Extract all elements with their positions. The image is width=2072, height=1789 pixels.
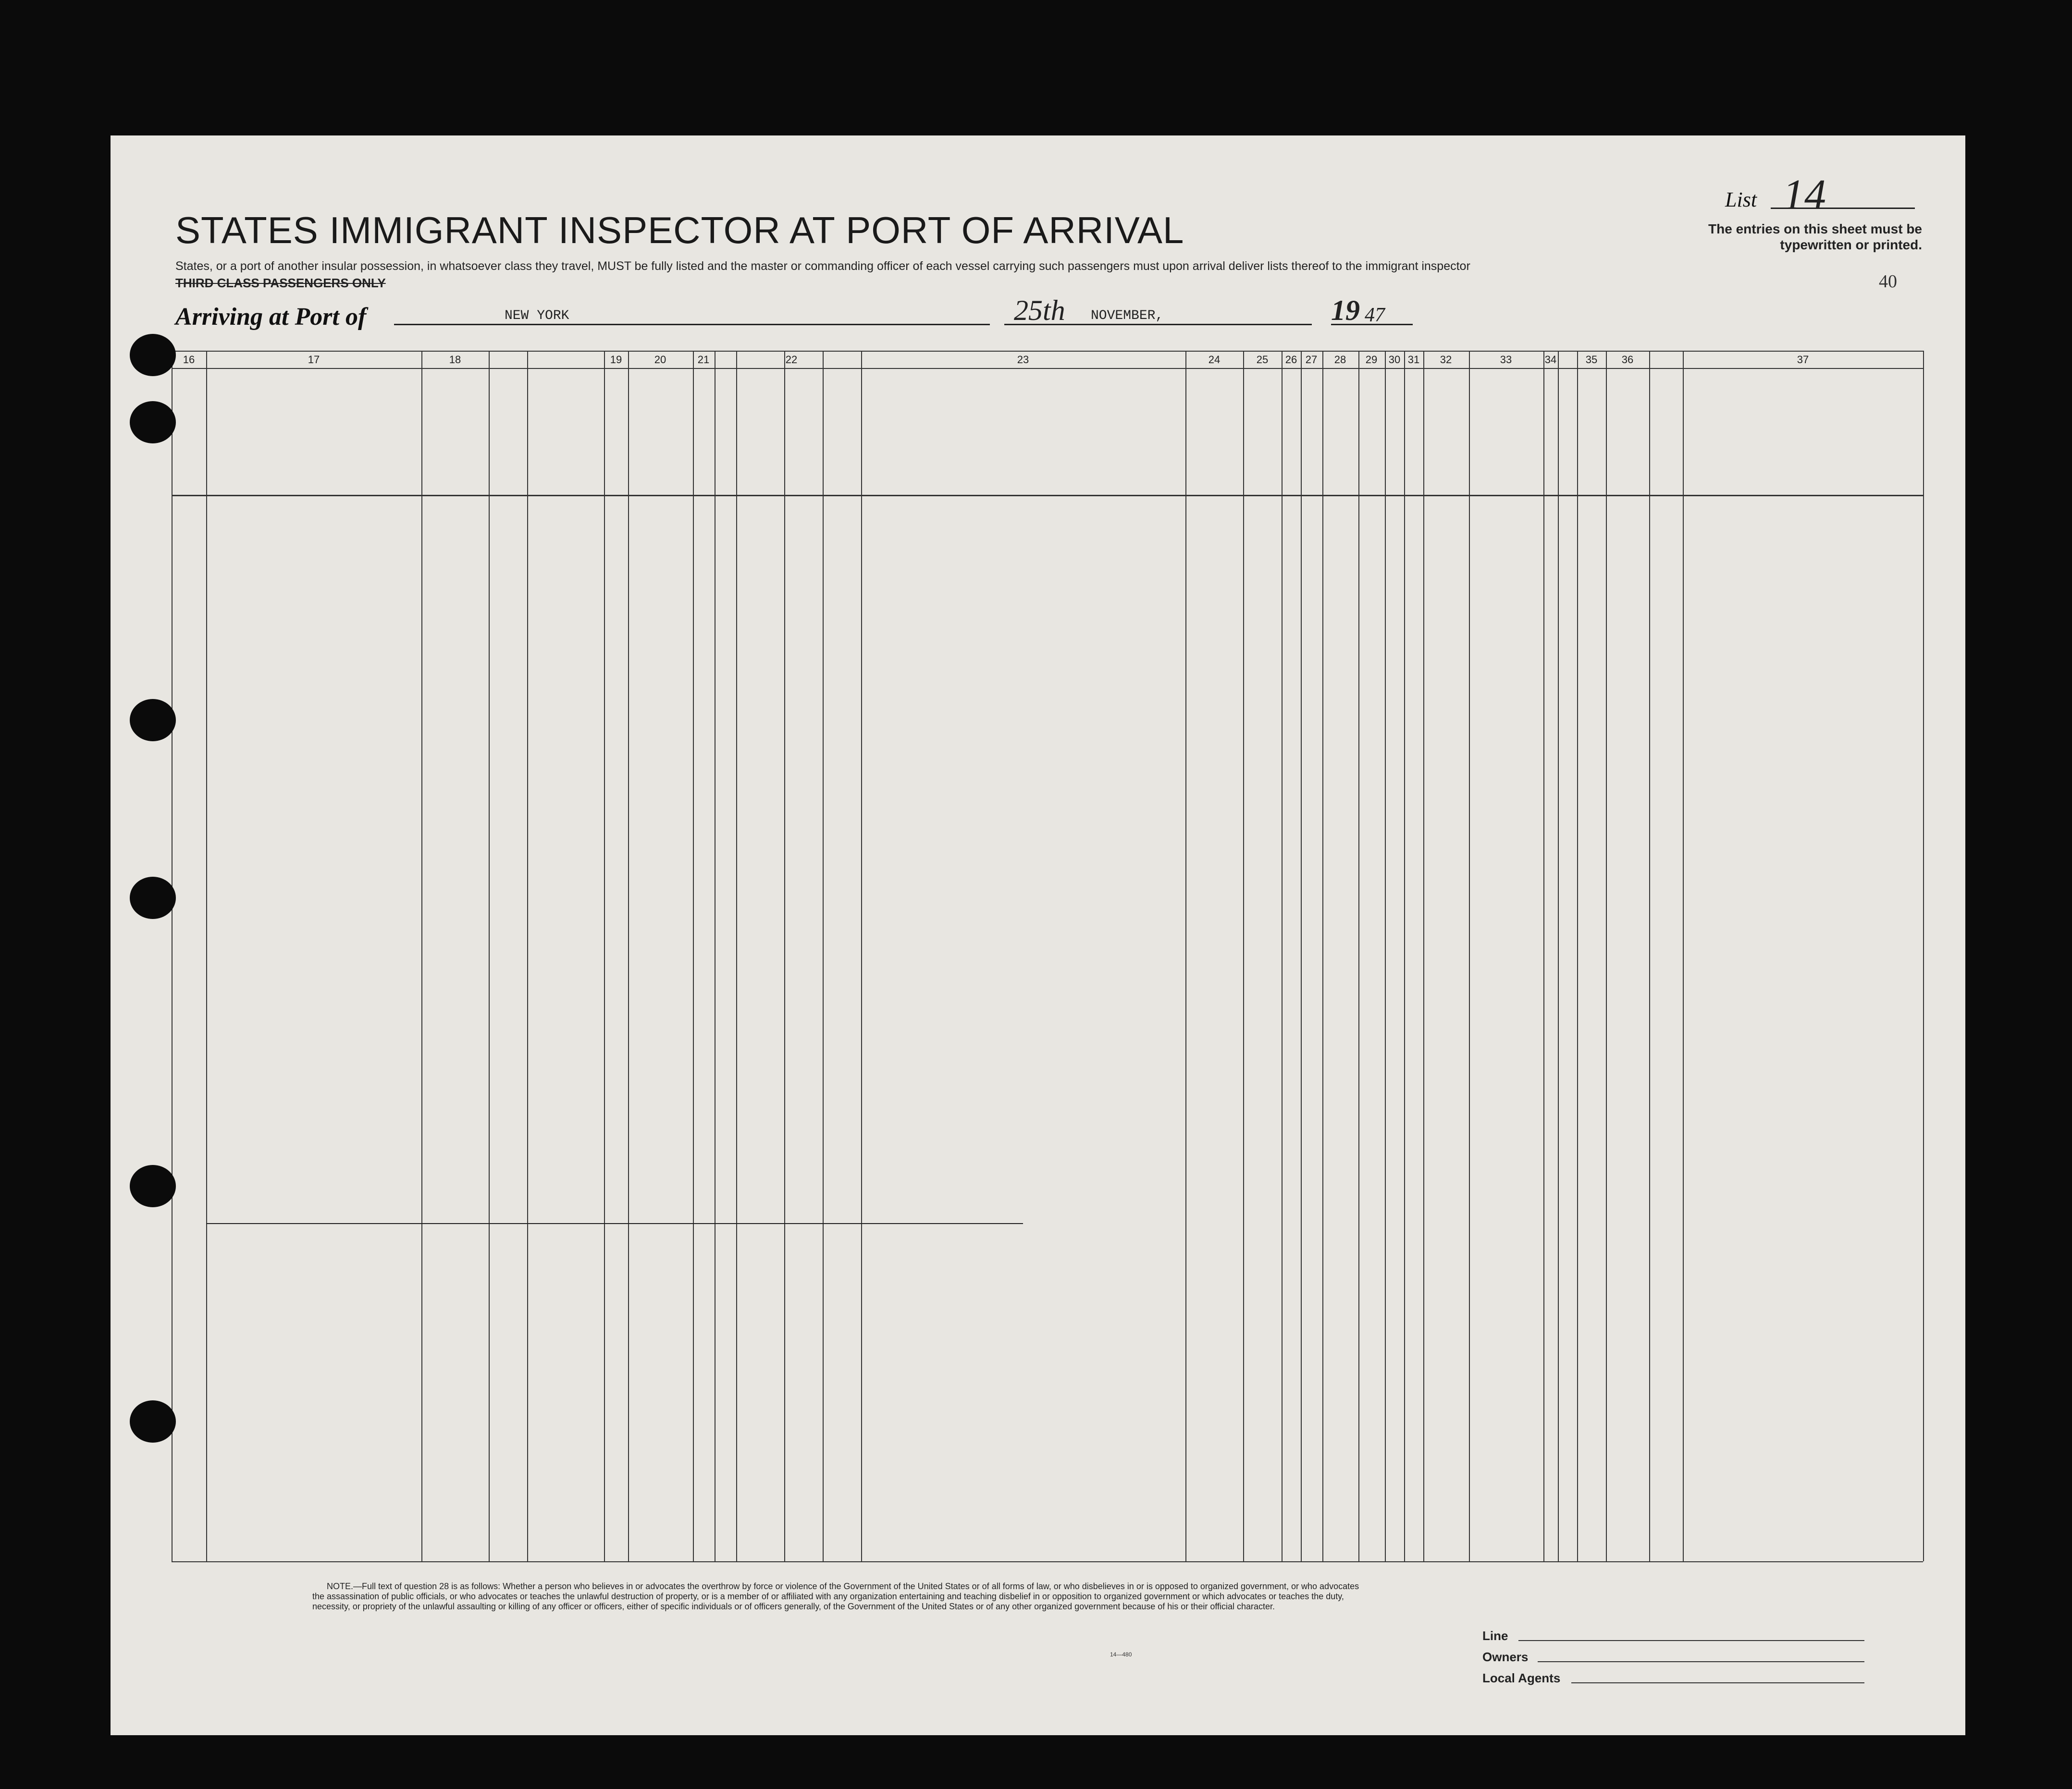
column-divider <box>1577 351 1578 1561</box>
page-number: 40 <box>1879 271 1897 292</box>
column-divider <box>861 351 862 1561</box>
column-number: 36 <box>1621 354 1634 366</box>
column-number: 28 <box>1334 354 1346 366</box>
manifest-table <box>172 351 1923 1561</box>
owners-underline <box>1538 1661 1864 1662</box>
header-deported <box>1406 372 1422 492</box>
agents-underline <box>1571 1682 1864 1683</box>
binder-hole <box>130 401 176 443</box>
day-value: 25th <box>1014 294 1065 326</box>
binder-hole <box>10 697 56 739</box>
column-divider <box>1243 351 1244 1561</box>
column-number: 20 <box>654 354 666 366</box>
column-divider <box>1282 351 1283 1561</box>
binder-hole <box>10 331 56 374</box>
manifest-sheet <box>111 135 1965 1735</box>
header-bottom-line <box>172 495 1923 496</box>
column-number: 34 <box>1544 354 1557 366</box>
column-number: 25 <box>1256 354 1269 366</box>
binder-hole <box>10 874 56 917</box>
column-number: 35 <box>1585 354 1598 366</box>
port-value: NEW YORK <box>505 308 569 323</box>
column-divider <box>1683 351 1684 1561</box>
binder-hole <box>10 1163 56 1205</box>
header-number-line <box>172 368 1923 369</box>
header-possession <box>694 372 714 492</box>
column-divider <box>1404 351 1405 1561</box>
binder-hole <box>130 1165 176 1207</box>
column-divider <box>172 351 173 1561</box>
column-divider <box>1185 351 1186 1561</box>
header-purpose-b <box>1212 404 1219 524</box>
list-number: 14 <box>1783 171 1826 219</box>
header-labor-offer <box>1361 372 1384 492</box>
header-polygamist <box>1285 372 1300 492</box>
header-anarchist <box>1305 372 1321 492</box>
header-overthrow <box>1325 372 1357 492</box>
port-line <box>394 324 990 325</box>
column-divider <box>1301 351 1302 1561</box>
column-divider <box>1923 351 1924 1561</box>
column-number: 21 <box>697 354 710 366</box>
column-divider <box>1385 351 1386 1561</box>
column-divider <box>1423 351 1424 1561</box>
column-number: 24 <box>1208 354 1221 366</box>
month-value: NOVEMBER, <box>1091 308 1164 323</box>
column-divider <box>206 351 207 1561</box>
binder-hole <box>130 1400 176 1443</box>
column-divider <box>421 351 422 1561</box>
column-divider <box>1322 351 1323 1561</box>
column-number: 27 <box>1305 354 1318 366</box>
header-prison <box>1247 372 1282 492</box>
header-top-line <box>172 351 1923 352</box>
column-number: 31 <box>1407 354 1420 366</box>
header-purpose-a <box>1196 404 1203 524</box>
column-number: 17 <box>308 354 320 366</box>
column-divider <box>1358 351 1359 1561</box>
binder-hole <box>130 877 176 919</box>
column-divider <box>604 351 605 1561</box>
list-underline <box>1771 208 1915 209</box>
header-ticket <box>605 372 627 492</box>
column-number: 19 <box>610 354 622 366</box>
line-underline <box>1518 1640 1864 1641</box>
owners-label: Owners <box>1482 1650 1529 1664</box>
header-purpose-c <box>1228 404 1234 524</box>
column-number: 32 <box>1440 354 1452 366</box>
local-agents-label: Local Agents <box>1482 1671 1561 1685</box>
column-number: 30 <box>1388 354 1401 366</box>
column-number: 22 <box>785 354 798 366</box>
binder-hole <box>10 399 56 441</box>
year-suffix: 47 <box>1365 304 1385 326</box>
column-divider <box>1469 351 1470 1561</box>
line-label: Line <box>1482 1629 1508 1643</box>
table-bottom-line <box>172 1561 1923 1562</box>
column-number: 16 <box>183 354 195 366</box>
entries-note: The entries on this sheet must be typewritten or printed. <box>1708 221 1922 252</box>
class-note: THIRD CLASS PASSENGERS ONLY <box>175 276 386 290</box>
binder-hole <box>130 699 176 741</box>
column-number: 18 <box>449 354 461 366</box>
footnote: NOTE.—Full text of question 28 is as follows: Whether a person who believes in or advocates the overthrow by force or violence of the Government of the United States or of all forms of law, or who disbelieves in or is opposed to organized government, or who advocates the assassination of public officials, or who advocates or teaches the unlawful destruction of property, or is a member of or affiliated with any organization entertaining and teaching disbelief in or opposition to organized government or which advocates or teaches the duty, necessity, or propriety of the unlawful assaulting or killing of any officer or officers, either of specific individuals or of officers generally, of the Government of the United States or of any other organized government because of his or their official character. <box>312 1581 1359 1611</box>
binder-hole <box>130 334 176 376</box>
arriving-label: Arriving at Port of <box>175 303 367 331</box>
column-number: 23 <box>1017 354 1029 366</box>
column-divider <box>1606 351 1607 1561</box>
column-divider <box>823 351 824 1561</box>
column-number: 33 <box>1500 354 1512 366</box>
row-strikethrough <box>206 1223 1023 1224</box>
column-divider <box>736 351 737 1561</box>
list-label: List <box>1725 188 1757 211</box>
column-number: 37 <box>1797 354 1809 366</box>
year-prefix: 19 <box>1331 294 1360 326</box>
column-divider <box>1543 351 1544 1561</box>
column-divider <box>527 351 528 1561</box>
column-divider <box>628 351 629 1561</box>
column-number: 29 <box>1365 354 1378 366</box>
column-number: 26 <box>1285 354 1297 366</box>
form-code: 14—480 <box>1110 1651 1132 1658</box>
column-divider <box>489 351 490 1561</box>
binder-hole <box>10 1398 56 1440</box>
column-divider <box>1558 351 1559 1561</box>
page-title: STATES IMMIGRANT INSPECTOR AT PORT OF ARRIVAL <box>175 209 1184 251</box>
column-divider <box>1649 351 1650 1561</box>
column-divider <box>784 351 785 1561</box>
column-divider <box>693 351 694 1561</box>
subtitle: States, or a port of another insular possession, in whatsoever class they travel, MUST be fully listed and the master or commanding officer of each vessel carrying such passengers must upon arrival deliver lists thereof to the immigrant inspector <box>175 259 1470 273</box>
header-excluded <box>1387 372 1403 492</box>
